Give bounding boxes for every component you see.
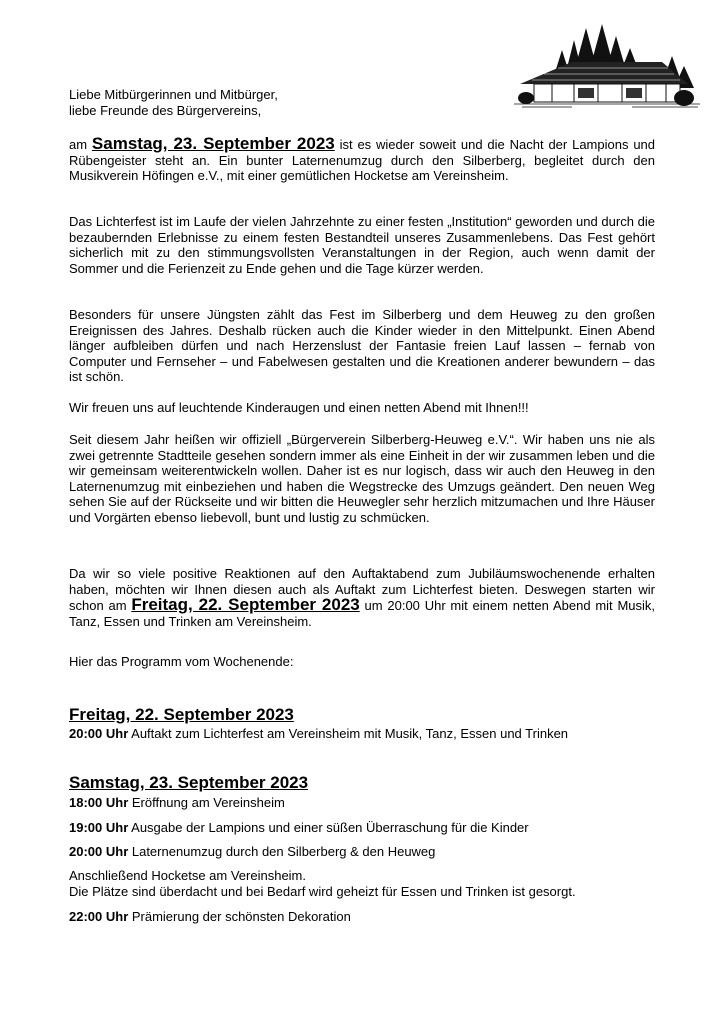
schedule-time: 19:00 Uhr bbox=[69, 820, 129, 835]
paragraph-closing: Wir freuen uns auf leuchtende Kinderaugen und einen netten Abend mit Ihnen!!! bbox=[69, 400, 529, 415]
kickoff-date: Freitag, 22. September 2023 bbox=[131, 595, 360, 615]
schedule-text: Ausgabe der Lampions und einer süßen Überraschung für die Kinder bbox=[128, 820, 529, 835]
friday-heading: Freitag, 22. September 2023 bbox=[69, 705, 294, 724]
schedule-text: Eröffnung am Vereinsheim bbox=[128, 795, 285, 810]
greeting bbox=[69, 87, 629, 118]
paragraph-tradition: Das Lichterfest ist im Laufe der vielen Jahrzehnte zu einer festen „Institution“ geworden und durch die bezaubernden Erlebnisse zu einem festen Bestandteil unseres Zusammenlebens. Das Fest gehört sicherlich mit zu den stimmungsvollsten Veranstaltungen in der Region, auch wenn damit der Sommer und die Ferienzeit zu Ende gehen und die Tage kürzer werden. bbox=[69, 214, 655, 276]
schedule-item bbox=[69, 909, 655, 925]
schedule-item bbox=[69, 795, 655, 811]
schedule-time: 22:00 Uhr bbox=[69, 909, 129, 924]
kickoff-text: Da wir so viele positive Reaktionen auf den Auftaktabend zum Jubiläumswochenende erhalten haben, möchten wir Ihnen diesen auch als Auftakt zum Lichterfest bieten. Deswegen starten wir schon am bbox=[69, 566, 655, 614]
schedule-item bbox=[69, 820, 655, 836]
intro-text: ist es wieder soweit und die Nacht der Lampions und Rübengeister steht an. Ein bunter Laternenumzug durch den Silberberg, begleitet durch den Musikverein Höfingen e.V., mit einer gemütlichen Hocketse am Vereinsheim. bbox=[69, 137, 656, 184]
intro-paragraph bbox=[69, 136, 655, 184]
schedule-note: Anschließend Hocketse am Vereinsheim. bbox=[69, 868, 307, 883]
schedule-time: 20:00 Uhr bbox=[69, 726, 129, 741]
schedule-text: Prämierung der schönsten Dekoration bbox=[128, 909, 351, 924]
kickoff-text-end: um 20:00 Uhr mit einem netten Abend mit Musik, Tanz, Essen und Trinken am Vereinsheim. bbox=[69, 598, 656, 629]
paragraph-children: Besonders für unsere Jüngsten zählt das Fest im Silberberg und dem Heuweg zu den großen Ereignissen des Jahres. Deshalb rücken auch die Kinder wieder in den Mittelpunkt. Einen Abend länger aufbleiben dürfen und nach Herzenslust der Fantasie freien Lauf lassen – fernab von Computer und Fernseher – und Fabelwesen gestalten und die Kreationen anderer bewundern – das ist schön. bbox=[69, 307, 655, 385]
schedule-note: Die Plätze sind überdacht und bei Bedarf wird geheizt für Essen und Trinken ist gesorgt. bbox=[69, 884, 576, 899]
schedule-item bbox=[69, 844, 655, 860]
schedule-time: 20:00 Uhr bbox=[69, 844, 129, 859]
greeting-line: Liebe Mitbürgerinnen und Mitbürger, bbox=[69, 87, 278, 102]
saturday-heading: Samstag, 23. September 2023 bbox=[69, 773, 309, 792]
paragraph-kickoff bbox=[69, 566, 655, 629]
schedule-time: 18:00 Uhr bbox=[69, 795, 129, 810]
greeting-line: liebe Freunde des Bürgervereins, bbox=[69, 102, 262, 118]
program-intro: Hier das Programm vom Wochenende: bbox=[69, 654, 294, 669]
schedule-text: Laternenumzug durch den Silberberg & den Heuweg bbox=[128, 844, 436, 859]
schedule-text: Auftakt zum Lichterfest am Vereinsheim mit Musik, Tanz, Essen und Trinken bbox=[128, 726, 569, 741]
event-date: Samstag, 23. September 2023 bbox=[91, 134, 335, 153]
schedule-item bbox=[69, 726, 655, 742]
paragraph-name-change: Seit diesem Jahr heißen wir offiziell „Bürgerverein Silberberg-Heuweg e.V.“. Wir haben uns nie als zwei getrennte Stadtteile gesehen sondern immer als eine Einheit in der wir zusammen leben und die wir gemeinsam weiterentwickeln wollen. Daher ist es nur logisch, dass wir auch den Heuweg in den Laternenumzug mit einbeziehen und haben die Wegstrecke des Umzugs geändert. Den neuen Weg sehen Sie auf der Rückseite und wir bitten die Heuwegler sehr herzlich mitzumachen und Ihre Häuser und Vorgärten ebenso liebevoll, bunt und lustig zu schmücken. bbox=[69, 432, 655, 525]
intro-prefix: am bbox=[69, 137, 92, 152]
